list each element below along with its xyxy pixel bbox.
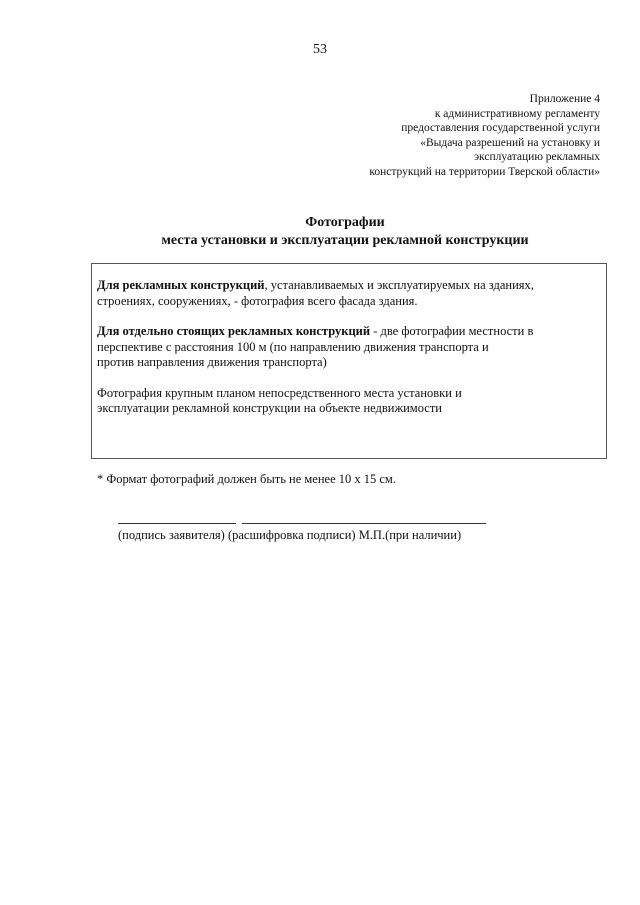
- photo-requirements-box: [91, 263, 607, 459]
- requirement-standalone-text-3: против направления движения транспорта): [97, 355, 327, 369]
- requirement-standalone-text: - две фотографии местности в: [370, 324, 534, 338]
- appendix-line: конструкций на территории Тверской области»: [369, 165, 600, 178]
- title-line-1: Фотографии: [305, 215, 385, 230]
- page-number: 53: [313, 42, 327, 57]
- appendix-header: [260, 92, 600, 180]
- requirement-closeup-text-1: Фотография крупным планом непосредственного места установки и: [97, 385, 462, 400]
- signature-decode-line: [242, 523, 336, 524]
- requirement-building-text: , устанавливаемых и эксплуатируемых на зданиях,: [264, 278, 534, 292]
- signature-line: [118, 523, 236, 524]
- appendix-line: эксплуатацию рекламных: [474, 151, 600, 164]
- requirement-building-text-2: строениях, сооружениях, - фотография всего фасада здания.: [97, 293, 418, 308]
- appendix-line: «Выдача разрешений на установку и: [420, 136, 600, 149]
- requirement-standalone: [97, 324, 596, 371]
- stamp-line: [336, 523, 486, 524]
- signature-lines: [118, 523, 488, 525]
- requirement-closeup-text-2: эксплуатации рекламной конструкции на объекте недвижимости: [97, 401, 442, 415]
- requirement-building-heading: Для рекламных конструкций: [97, 278, 265, 292]
- appendix-line: предоставления государственной услуги: [401, 122, 600, 135]
- photo-format-footnote: * Формат фотографий должен быть не менее 10 х 15 см.: [97, 472, 396, 486]
- requirement-standalone-heading: Для отдельно стоящих рекламных конструкций: [97, 324, 371, 338]
- requirement-building: [97, 278, 596, 309]
- title-line-2: места установки и эксплуатации рекламной конструкции: [161, 233, 529, 248]
- document-title: [0, 214, 640, 250]
- requirement-standalone-text-2: перспективе с расстояния 100 м (по направлению движения транспорта и: [97, 339, 489, 354]
- appendix-line: Приложение 4: [529, 93, 600, 105]
- appendix-line: к административному регламенту: [434, 107, 600, 120]
- requirement-closeup: [97, 386, 596, 417]
- signature-caption: (подпись заявителя) (расшифровка подписи) М.П.(при наличии): [118, 528, 462, 542]
